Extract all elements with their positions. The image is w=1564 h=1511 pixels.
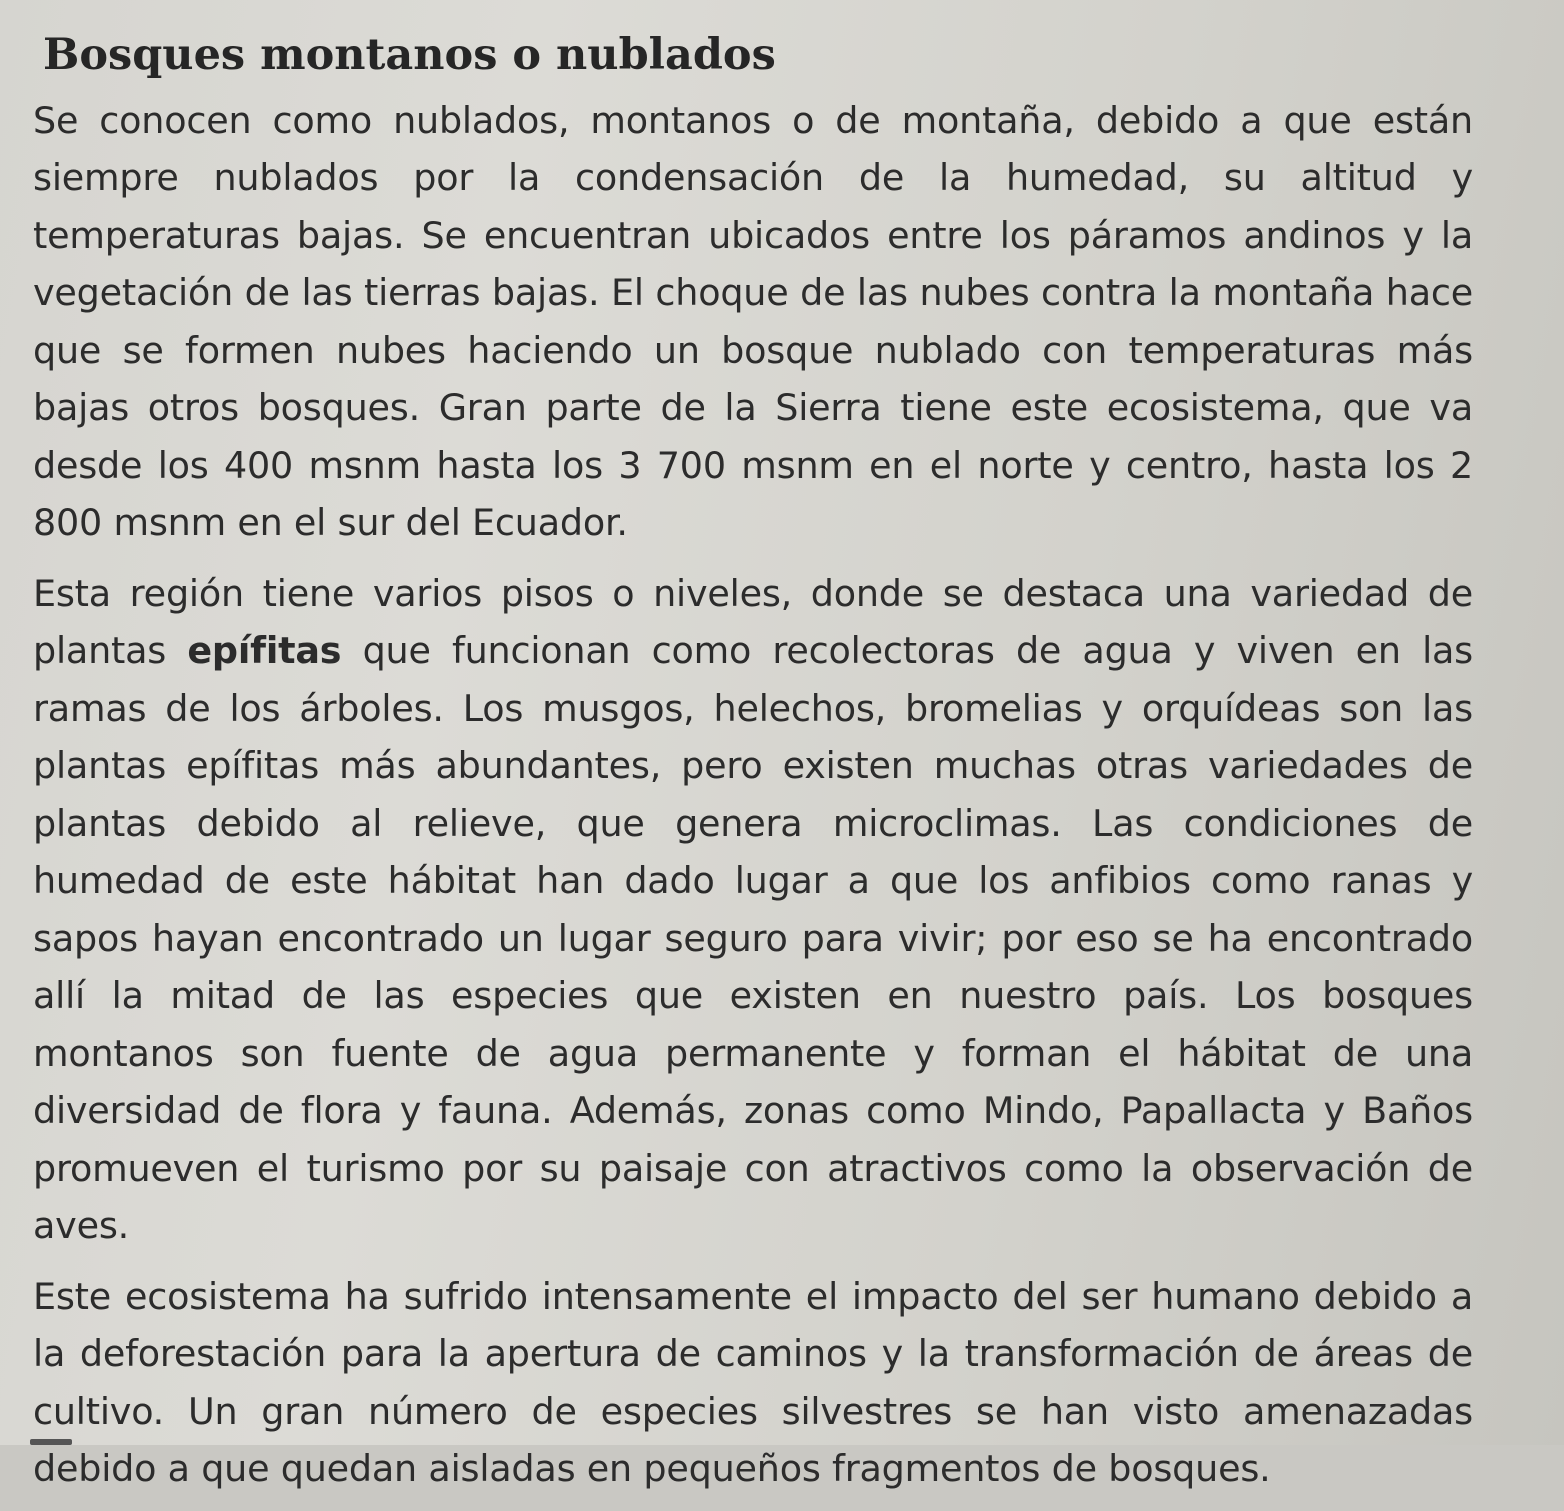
bold-term-epifitas: epífitas bbox=[187, 629, 342, 673]
page-content bbox=[33, 30, 1473, 1511]
paragraph-3: Este ecosistema ha sufrido intensamente el impacto del ser humano debido a la deforestación para la apertura de caminos y la transformación de áreas de cultivo. Un gran número de especies silvestres se han visto amenazadas debido a que quedan aisladas en pequeños fragmentos de bosques. bbox=[33, 1274, 1473, 1491]
section-title: Bosques montanos o nublados bbox=[43, 30, 776, 80]
paragraph-2-end: que funcionan como recolectoras de agua y viven en las ramas de los árboles. Los musgos, helechos, bromelias y orquídeas son las plantas epífitas más abundantes, pero existen muchas otras variedades de plantas debido al relieve, que genera microclimas. Las condiciones de humedad de este hábitat han dado lugar a que los anfibios como ranas y sapos hayan encontrado un lugar seguro para vivir; por eso se ha encontrado allí la mitad de las especies que existen en nuestro país. Los bosques montanos son fuente de agua permanente y forman el hábitat de una diversidad de flora y fauna. Además, zonas como Mindo, Papallacta y Baños promueven el turismo por su paisaje con atractivos como la observación de aves. bbox=[33, 629, 1474, 1248]
next-heading-fragment bbox=[30, 1439, 72, 1445]
paragraph-1: Se conocen como nublados, montanos o de montaña, debido a que están siempre nublados por la condensación de la humedad, su altitud y temperaturas bajas. Se encuentran ubicados entre los páramos andinos y la vegetación de las tierras bajas. El choque de las nubes contra la montaña hace que se formen nubes haciendo un bosque nublado con temperaturas más bajas otros bosques. Gran parte de la Sierra tiene este ecosistema, que va desde los 400 msnm hasta los 3 700 msnm en el norte y centro, hasta los 2 800 msnm en el sur del Ecuador. bbox=[33, 98, 1473, 545]
paragraph-2 bbox=[33, 565, 1473, 1255]
paragraph-2-start: Esta región tiene varios pisos o niveles, donde se destaca una variedad de plantas bbox=[33, 571, 1473, 673]
